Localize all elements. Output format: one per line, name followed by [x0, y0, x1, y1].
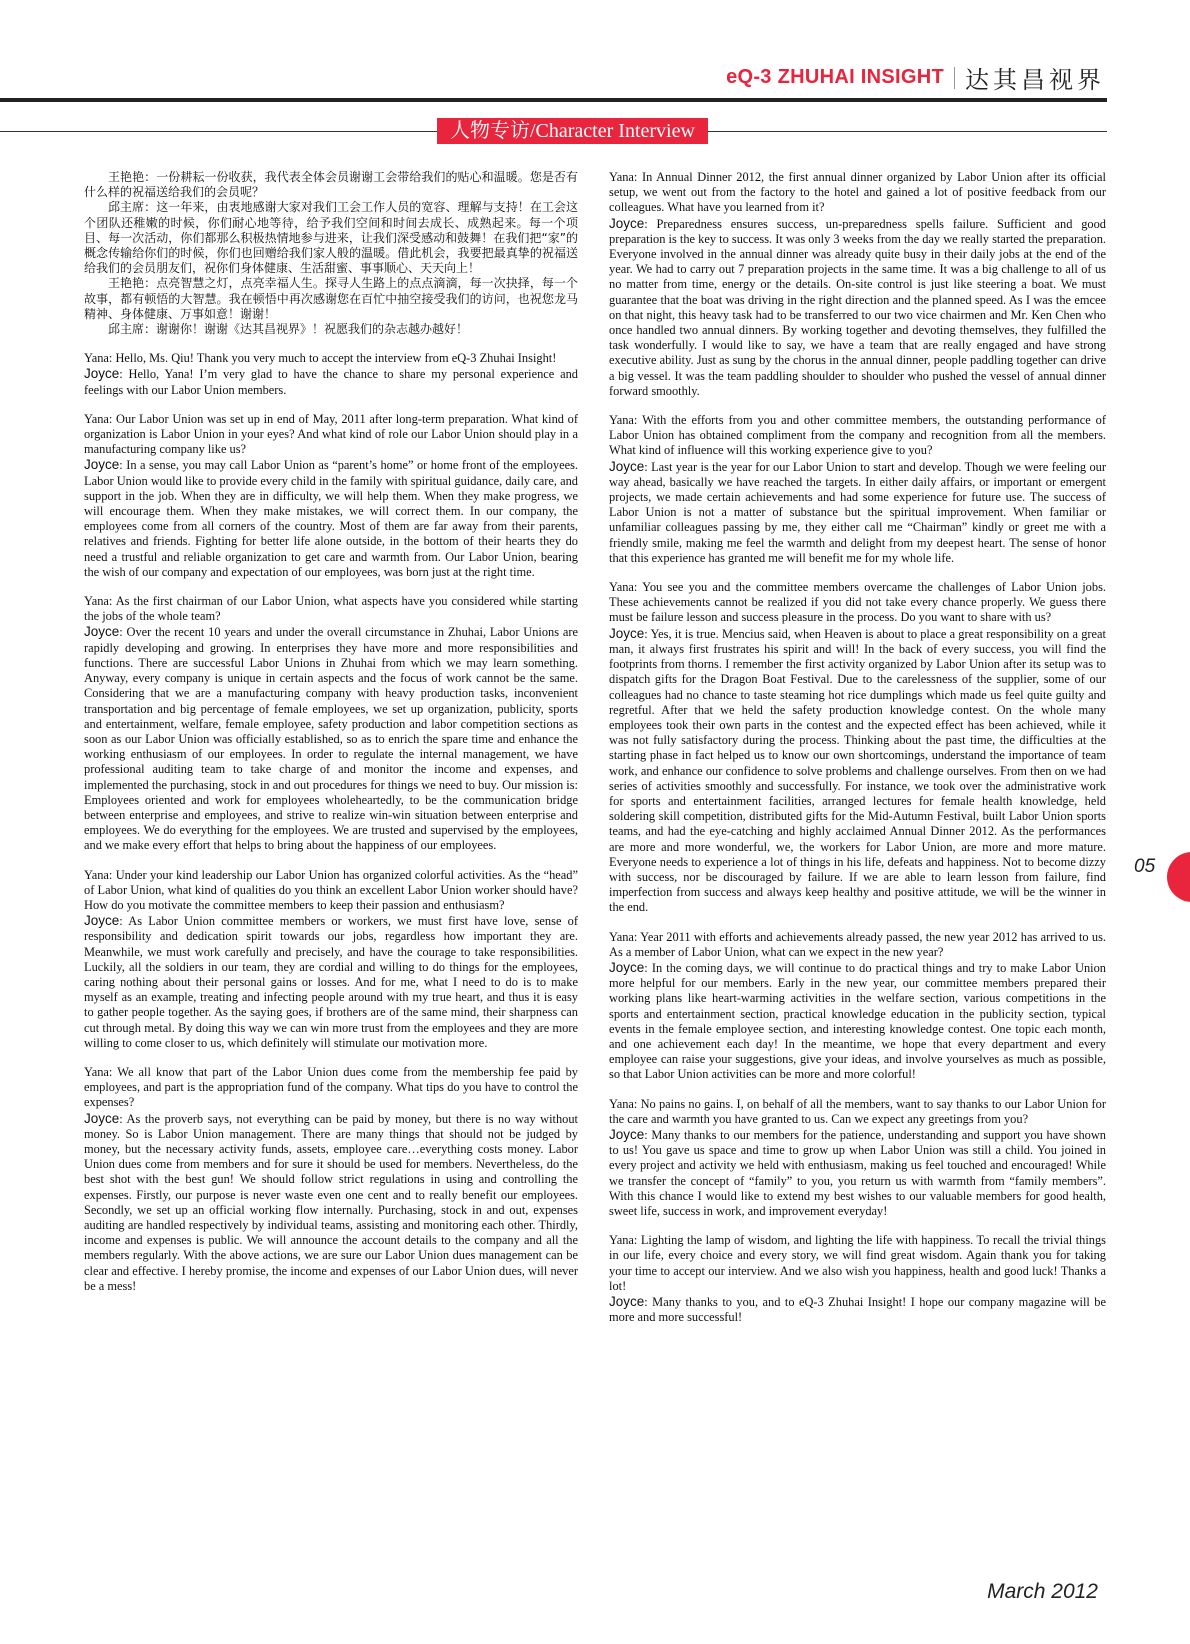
question: Yana: Under your kind leadership our Labor Union has organized colorful activities. As the “head” of Labor Union, what kind of qualities do you think an excellent Labor Union worker should have? How do you motivate the committee members to keep their passion and enthusiasm? — [84, 867, 578, 912]
answer-text: : Yes, it is true. Mencius said, when Heaven is about to place a great responsibility on a great man, it always first frustrates his spirit and will! In the back of every success, you will find the footprints from thorns. I remember the first activity organized by Labor Union after its setup was to dispatch gifts for the Dragon Boat Festival. Due to the carelessness of the supplier, some of our colleagues had no chance to taste steaming hot rice dumplings which made us feel quite guilty and regretful. After that we held the safety production knowledge contest. On the whole many employees took their own parts in the contest and the expected effect has been achieved, while it was not fully satisfactory during the process. Thinking about the past time, the difficulties at the starting phase in fact helped us to know our own shortcomings, understand the importance of team work, and enhance our confidence to solve problems and challenge ourselves. From then on we had series of activities smoothly and successfully. For instance, we took over the administrative work for sports and entertainment facilities, arranged lectures for female health knowledge, held soldering skill competition, distributed gifts for the Mid-Autumn Festival, built Labor Union sports teams, and had the eye-catching and highly acclaimed Annual Dinner 2012. As the performances are more and more wonderful, we, the workers for Labor Union, are more and more mature. Everyone needs to experience a lot of things in his life, defeats and happiness. Not to become dizzy with success, nor be discouraged by failure. If we are able to learn lesson from failure, find imperfection from success and always keep healthy and positive attitude, we will be the winner in the end. — [609, 626, 1106, 915]
question: Yana: Our Labor Union was set up in end of May, 2011 after long-term preparation. What kind of organization is Labor Union in your eyes? And what kind of role our Labor Union should play in a manufacturing company like us? — [84, 411, 578, 457]
speaker-name: Joyce — [84, 366, 120, 382]
answer — [609, 1294, 1106, 1325]
answer — [84, 457, 578, 580]
question: Yana: In Annual Dinner 2012, the first annual dinner organized by Labor Union after its official setup, we went out from the factory to the hotel and gained a lot of positive feedback from our colleagues. What have you learned from it? — [609, 170, 1106, 215]
qa-block — [609, 170, 1106, 399]
answer — [84, 366, 578, 397]
answer — [84, 624, 578, 853]
answer — [609, 960, 1106, 1083]
question: Yana: You see you and the committee members overcame the challenges of Labor Union jobs. These achievements cannot be realized if you did not take every chance properly. We guess there must be failure lesson and success pleasure in the process. Do you want to share with us? — [609, 580, 1106, 625]
answer-text: : Many thanks to our members for the patience, understanding and support you have shown to us! You gave us space and time to grow up when Labor Union was still a child. You joined in every project and activity we held with enthusiasm, making us feel touched and encouraged! While we transfer the concept of “family” to you, you return us with warmth from “family members”. With this chance I would like to extend my best wishes to our valuable members for good health, sweet life, success in work, and improvement everyday! — [609, 1127, 1106, 1218]
answer — [609, 1127, 1106, 1219]
page-number: 05 — [1134, 856, 1156, 877]
qa-block — [84, 868, 578, 1051]
article-column-right — [609, 170, 1106, 1339]
speaker-name: Joyce — [609, 215, 645, 231]
answer-text: : Over the recent 10 years and under the overall circumstance in Zhuhai, Labor Unions are rapidly developing and growing. In enterprises they have more and more responsibilities and functions. There are successful Labor Unions in Zhuhai from which we may learn something. Anyway, every company is unique in certain aspects and the focus of work cannot be the same. Considering that we are a manufacturing company with heavy production tasks, inconvenient transportation and big percentage of female employees, we set up organization, publicity, sports and entertainment, welfare, female employee, safety production and labor competition sections as soon as our Labor Union was officially established, so as to enrich the spare time and enhance the working enthusiasm of our employees. In order to regulate the internal management, we have professional auditing team to take charge of and monitor the income and expenses, and implemented the purchasing, stock in and out procedures for things we need to buy. Our mission is: Employees oriented and work for employees wholeheartedly, to be the communication bridge between enterprise and employees, and strive to realize win-win situation between enterprise and employees. We do everything for the employees. We are trusted and supervised by the employees, and we make every effort that helps to bring about the happiness of our employees. — [84, 625, 578, 853]
speaker-name: Joyce — [609, 458, 645, 474]
issue-date: March 2012 — [987, 1580, 1098, 1603]
answer-text: : Hello, Yana! I’m very glad to have the chance to share my personal experience and feelings with our Labor Union members. — [84, 367, 578, 397]
answer-text: : Last year is the year for our Labor Union to start and develop. Though we were feeling our way ahead, basically we have reached the targets. In either daily affairs, or important or emergent projects, we made certain achievements and had some experience for future use. The success of Labor Union is not a matter of substance but the spiritual improvement. When familiar or unfamiliar colleagues passing by me, they either call me “Chairman” kindly or greet me with a friendly smile, making me feel the warmth and delight from my deepest heart. The sense of honor that this experience has granted me will benefit me for my whole life. — [609, 459, 1106, 565]
qa-block — [609, 930, 1106, 1083]
article-column-left — [84, 170, 578, 1308]
question: Yana: Hello, Ms. Qiu! Thank you very much to accept the interview from eQ-3 Zhuhai Insight! — [84, 351, 557, 366]
question: Yana: Lighting the lamp of wisdom, and lighting the life with happiness. To recall the trivial things in our life, every choice and every story, we will find great wisdom. Again thank you for taking your time to accept our interview. And we also wish you happiness, health and good luck! Thanks a lot! — [609, 1233, 1106, 1293]
chinese-paragraph: 邱主席：谢谢你！谢谢《达其昌视界》！祝愿我们的杂志越办越好！ — [108, 322, 469, 337]
answer-text: : Preparedness ensures success, un-preparedness spells failure. Sufficient and good preparation is the key to success. It was only 3 weeks from the day we really started the preparation. Everyone involved in the annual dinner was already quite busy in their daily jobs at the end of the year. We had to carry out 7 preparation projects in the same time. It was a big challenge to all of us no matter from time, energy or the details. On-site control is just like steering a boat. We must guarantee that the boat was driving in the right direction and the planned speed. As I was the emcee on that night, this heavy task had to be transferred to our two vice chairmen and Mr. Ken Chen who once handled two annual dinners. By working together and devoting themselves, they fulfilled the task wonderfully. I would like to say, we have a team that are really engaged and have strong executive ability. Just as sung by the chorus in the annual dinner, people paddling together can drive a big vessel. It was the team paddling shoulder to shoulder who pushed the vessel of annual dinner forward smoothly. — [609, 216, 1106, 398]
chinese-intro — [84, 170, 578, 337]
qa-block — [84, 1065, 578, 1294]
speaker-name: Joyce — [609, 1294, 645, 1310]
qa-block — [84, 351, 578, 398]
speaker-name: Joyce — [609, 959, 645, 975]
answer — [609, 216, 1106, 399]
page-tab-marker — [1167, 852, 1190, 902]
answer — [84, 913, 578, 1051]
answer — [609, 626, 1106, 916]
answer-text: : In a sense, you may call Labor Union as “parent’s home” or home front of the employees. Labor Union would like to provide every child in the family with spiritual guidance, daily care, and support in the job. When they are in difficulty, we will help them. When they make progress, we will encourage them. When they make mistakes, we will correct them. In our company, the employees come from all corners of the country. Most of them are far away from their parents, relatives and friends. Fighting for better life alone outside, in the bottom of their hearts they do need a trustful and reliable organization to get care and warmth from. Our Labor Union, bearing the wish of our company and expectation of our employees, was born just at the right time. — [84, 458, 578, 579]
qa-block — [609, 580, 1106, 915]
answer-text: : In the coming days, we will continue to do practical things and try to make Labor Union more helpful for our members. Early in the new year, our committee members prepared their working plans like heart-warming activities in the welfare section, various competitions in the sports and entertainment section, practical knowledge education in the publicity section, typical events in the female employee section, and interesting knowledge contest. One topic each month, and one achievement each day! In the meantime, we hope that every department and every employee can raise your suggestions, give your ideas, and involve yourselves as much as possible, so that Labor Union activities can be more and more colorful! — [609, 960, 1106, 1082]
qa-block — [84, 594, 578, 853]
answer-text: : As Labor Union committee members or workers, we must first have love, sense of responsibility and dedication spirit towards our jobs, regardless how important they are. Meanwhile, we must work carefully and precisely, and have the courage to take responsibilities. Luckily, all the soldiers in our team, they are cordial and willing to do things for the employees, caring nothing about their personal gains or losses. And for me, what I need to do is to make myself as an example, treating and infecting people around with my true heart, and thus it is easy to gather people together. As the saying goes, if brothers are of the same mind, their sharpness can cut through metal. By doing this way we can win more trust from the employees and they are more willing to come closer to us, which definitely will stimulate our motivation more. — [84, 914, 578, 1050]
qa-block — [609, 1233, 1106, 1325]
answer — [609, 459, 1106, 566]
speaker-name: Joyce — [84, 913, 120, 929]
speaker-name: Joyce — [84, 1110, 120, 1126]
question: Yana: With the efforts from you and other committee members, the outstanding performance of Labor Union has obtained compliment from the company and recognition from all the members. What kind of influence will this working experience give to you? — [609, 413, 1106, 458]
header-divider — [954, 67, 955, 89]
speaker-name: Joyce — [609, 625, 645, 641]
magazine-chinese-title: 达其昌视界 — [965, 66, 1105, 94]
question: Yana: No pains no gains. I, on behalf of all the members, want to say thanks to our Labor Union for the care and warmth you have granted to us. Can we expect any greetings from you? — [609, 1096, 1106, 1126]
speaker-name: Joyce — [84, 624, 120, 640]
answer-text: : Many thanks to you, and to eQ-3 Zhuhai Insight! I hope our company magazine will be more and more successful! — [609, 1295, 1106, 1325]
question: Yana: Year 2011 with efforts and achievements already passed, the new year 2012 has arrived to us. As a member of Labor Union, what can we expect in the new year? — [609, 929, 1106, 959]
chinese-paragraph: 邱主席：这一年来，由衷地感谢大家对我们工会工作人员的宽容、理解与支持！在工会这个团队还稚嫩的时候，你们耐心地等待，给予我们空间和时间去成长、成熟起来。每一个项目、每一次活动，你们都那么积极热情地参与进来，让我们深受感动和鼓舞！在我们把“家”的概念传输给你们的时候，你们也回赠给我们家人般的温暖。借此机会，我要把最真挚的祝福送给我们的会员朋友们，祝你们身体健康、生活甜蜜、事事顺心、天天向上！ — [84, 200, 578, 276]
header-rule — [0, 98, 1107, 102]
answer — [84, 1111, 578, 1294]
qa-block — [84, 412, 578, 580]
answer-text: : As the proverb says, not everything can be paid by money, but there is no way without money. So is Labor Union management. There are many things that should not be judged by money, but the necessary activity funds, assets, employee care…everything costs money. Labor Union dues come from members and for sure it should be used for members. Nevertheless, do the best shot with the best gun! We should follow strict regulations in using and controlling the expenses. Firstly, our purpose is never waste even one cent and to really benefit our employees. Secondly, we set up an official working flow internally. Purchasing, stock in and out, expenses auditing are handled respectively by individual teams, assisting and monitoring each other. Thirdly, income and expenses is public. We will announce the account details to the company and all the members regularly. With the above actions, we are sure our Labor Union dues management can be clear and effective. I hereby promise, the income and expenses of our Labor Union dues, will never be a mess! — [84, 1111, 578, 1293]
question: Yana: As the first chairman of our Labor Union, what aspects have you considered while starting the jobs of the whole team? — [84, 594, 578, 624]
chinese-paragraph: 王艳艳：点亮智慧之灯，点亮幸福人生。探寻人生路上的点点滴滴，每一次抉择，每一个故事，都有顿悟的大智慧。我在顿悟中再次感谢您在百忙中抽空接受我们的访问，也祝您龙马精神、身体健康、万事如意！谢谢！ — [84, 276, 578, 321]
question: Yana: We all know that part of the Labor Union dues come from the membership fee paid by employees, and part is the appropriation fund of the company. What tips do you have to control the expenses? — [84, 1064, 578, 1110]
speaker-name: Joyce — [84, 457, 120, 473]
magazine-brand: eQ-3 ZHUHAI INSIGHT — [726, 66, 944, 88]
chinese-paragraph: 王艳艳：一份耕耘一份收获，我代表全体会员谢谢工会带给我们的贴心和温暖。您是否有什么样的祝福送给我们的会员呢？ — [84, 170, 578, 200]
qa-block — [609, 413, 1106, 566]
qa-block — [609, 1097, 1106, 1220]
section-banner: 人物专访/Character Interview — [437, 118, 708, 144]
page-header — [726, 60, 1105, 95]
speaker-name: Joyce — [609, 1126, 645, 1142]
